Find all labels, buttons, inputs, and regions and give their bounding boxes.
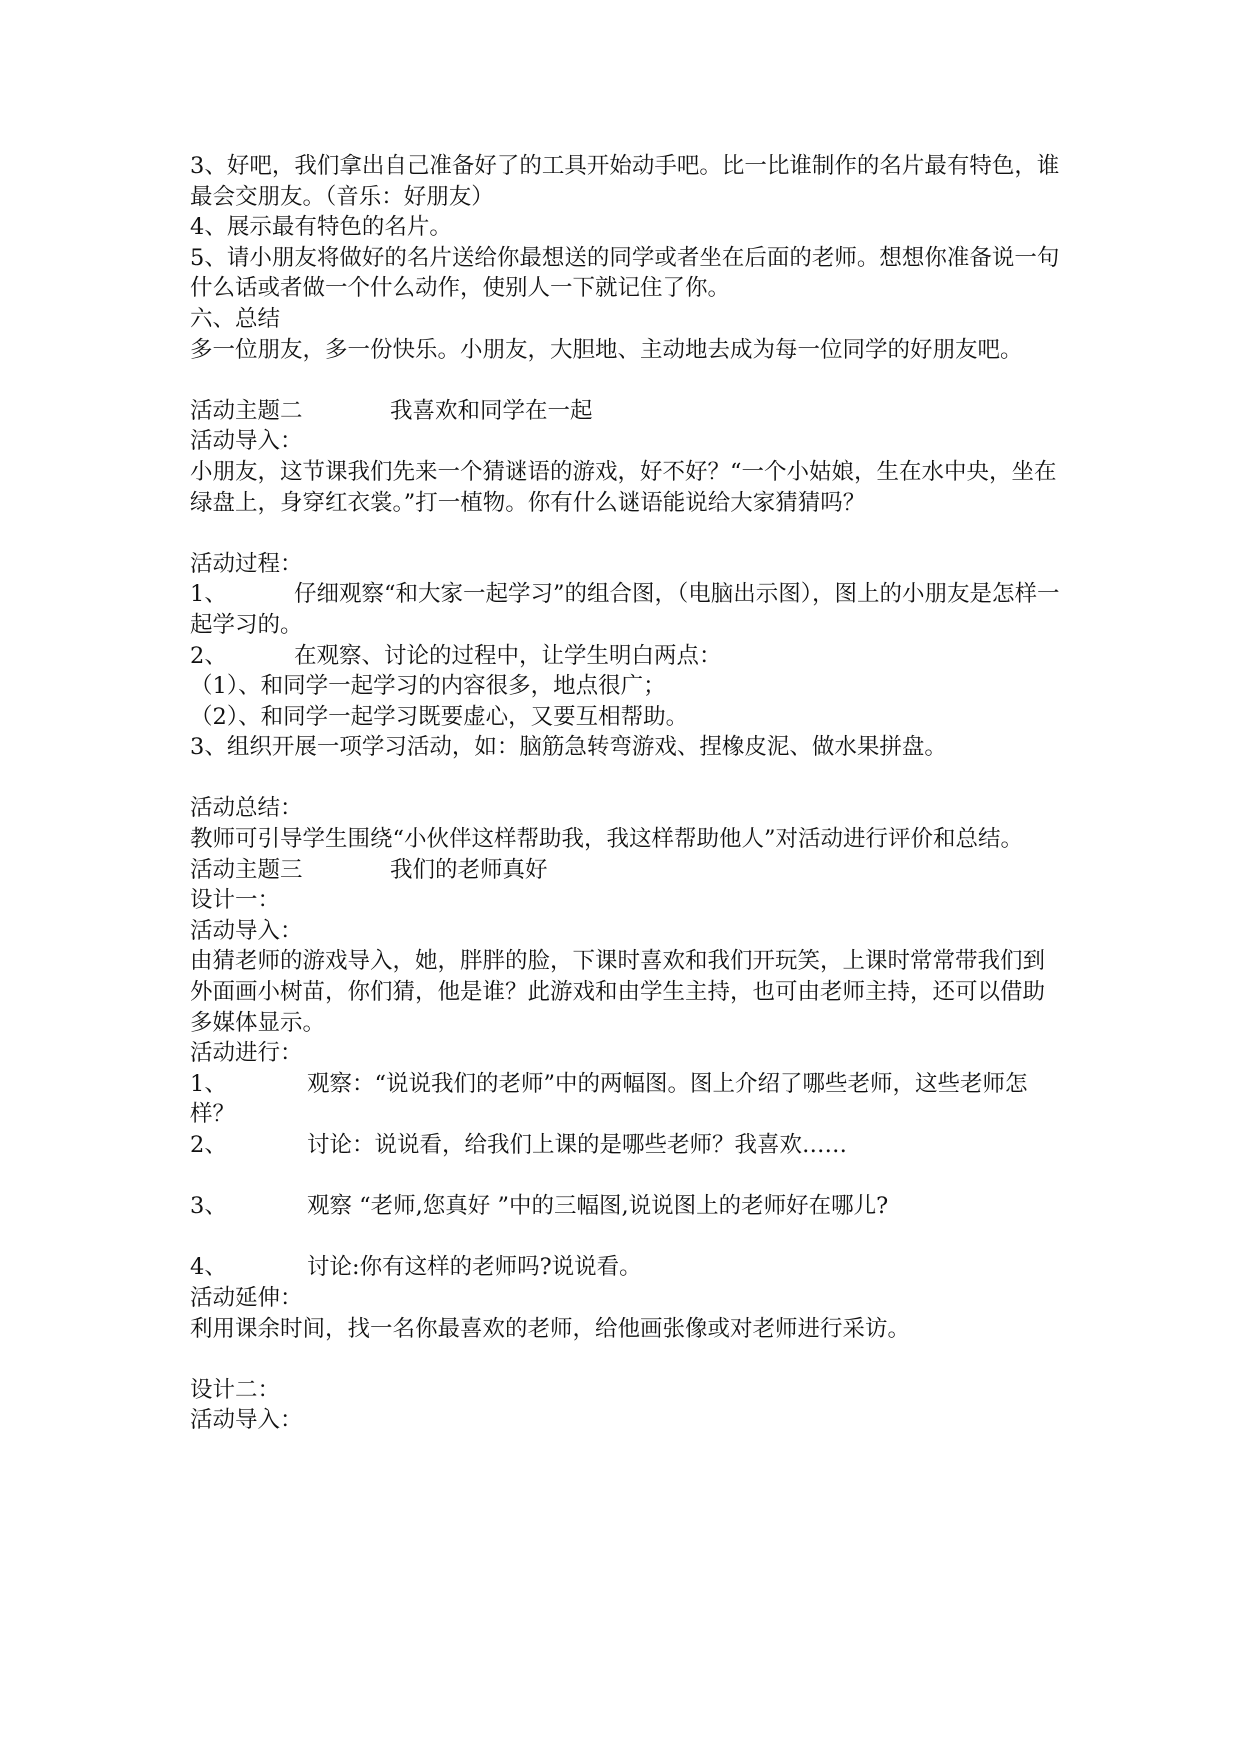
paragraph: 3、组织开展一项学习活动，如：脑筋急转弯游戏、捏橡皮泥、做水果拼盘。 <box>190 734 947 761</box>
list-number: 3、 <box>190 1193 227 1220</box>
paragraph: （1）、和同学一起学习的内容很多，地点很广； <box>190 673 666 700</box>
paragraph: （2）、和同学一起学习既要虚心，又要互相帮助。 <box>190 703 689 730</box>
subheading: 活动导入： <box>190 917 303 944</box>
paragraph: 4、展示最有特色的名片。 <box>190 214 452 241</box>
list-text: 讨论：说说看，给我们上课的是哪些老师？我喜欢…… <box>307 1132 848 1158</box>
theme-label: 活动主题三 <box>190 856 303 883</box>
paragraph: 3、好吧，我们拿出自己准备好了的工具开始动手吧。比一比谁制作的名片最有特色，谁最会交朋友。（音乐：好朋友） <box>190 153 1060 210</box>
subheading: 活动过程： <box>190 550 303 577</box>
list-text: 讨论:你有这样的老师吗?说说看。 <box>307 1254 642 1281</box>
theme-heading <box>190 396 1060 427</box>
blank-line <box>190 1344 1060 1375</box>
blank-line <box>190 1222 1060 1253</box>
theme-title: 我喜欢和同学在一起 <box>390 397 593 424</box>
subheading: 设计一： <box>190 887 281 914</box>
list-text: 观察：“说说我们的老师”中的两幅图。图上介绍了哪些老师，这些老师怎样？ <box>190 1070 1028 1128</box>
list-text: 仔细观察“和大家一起学习”的组合图，（电脑出示图），图上的小朋友是怎样一起学习的。 <box>190 581 1060 638</box>
list-item <box>190 1069 1060 1130</box>
paragraph: 多一位朋友，多一份快乐。小朋友，大胆地、主动地去成为每一位同学的好朋友吧。 <box>190 336 1023 363</box>
blank-line <box>190 365 1060 396</box>
subheading: 设计二： <box>190 1376 281 1403</box>
paragraph: 由猜老师的游戏导入，她，胖胖的脸，下课时喜欢和我们开玩笑，上课时常常带我们到外面画小树苗，你们猜，他是谁？此游戏和由学生主持，也可由老师主持，还可以借助多媒体显示。 <box>190 948 1046 1036</box>
list-item <box>190 1252 1060 1283</box>
list-text: 在观察、讨论的过程中，让学生明白两点： <box>294 642 722 669</box>
blank-line <box>190 763 1060 794</box>
list-item <box>190 1191 1060 1222</box>
paragraph: 利用课余时间，找一名你最喜欢的老师，给他画张像或对老师进行采访。 <box>190 1315 911 1342</box>
list-number: 2、 <box>190 642 227 669</box>
list-text: 观察 “老师,您真好 ”中的三幅图,说说图上的老师好在哪儿? <box>307 1193 889 1220</box>
blank-line <box>190 1161 1060 1192</box>
theme-heading <box>190 855 1060 886</box>
theme-label: 活动主题二 <box>190 397 303 424</box>
paragraph: 小朋友，这节课我们先来一个猜谜语的游戏，好不好？“一个小姑娘，生在水中央，坐在绿盘上，身穿红衣裳。”打一植物。你有什么谜语能说给大家猜猜吗？ <box>190 458 1057 516</box>
paragraph: 5、请小朋友将做好的名片送给你最想送的同学或者坐在后面的老师。想想你准备说一句什么话或者做一个什么动作，使别人一下就记住了你。 <box>190 244 1060 302</box>
subheading: 活动延伸： <box>190 1284 303 1311</box>
paragraph: 教师可引导学生围绕“小伙伴这样帮助我，我这样帮助他人”对活动进行评价和总结。 <box>190 826 1024 853</box>
subheading: 活动导入： <box>190 428 303 455</box>
subheading: 活动进行： <box>190 1040 303 1067</box>
list-item <box>190 1130 1060 1161</box>
list-item <box>190 641 1060 672</box>
subheading: 活动导入： <box>190 1407 303 1434</box>
theme-title: 我们的老师真好 <box>390 856 548 883</box>
list-number: 2、 <box>190 1132 227 1158</box>
section-heading: 六、总结 <box>190 305 281 332</box>
list-item <box>190 579 1060 640</box>
document-body <box>190 151 1060 1436</box>
list-number: 1、 <box>190 1070 227 1097</box>
blank-line <box>190 518 1060 549</box>
list-number: 1、 <box>190 581 227 608</box>
subheading: 活动总结： <box>190 795 303 822</box>
list-number: 4、 <box>190 1254 227 1281</box>
